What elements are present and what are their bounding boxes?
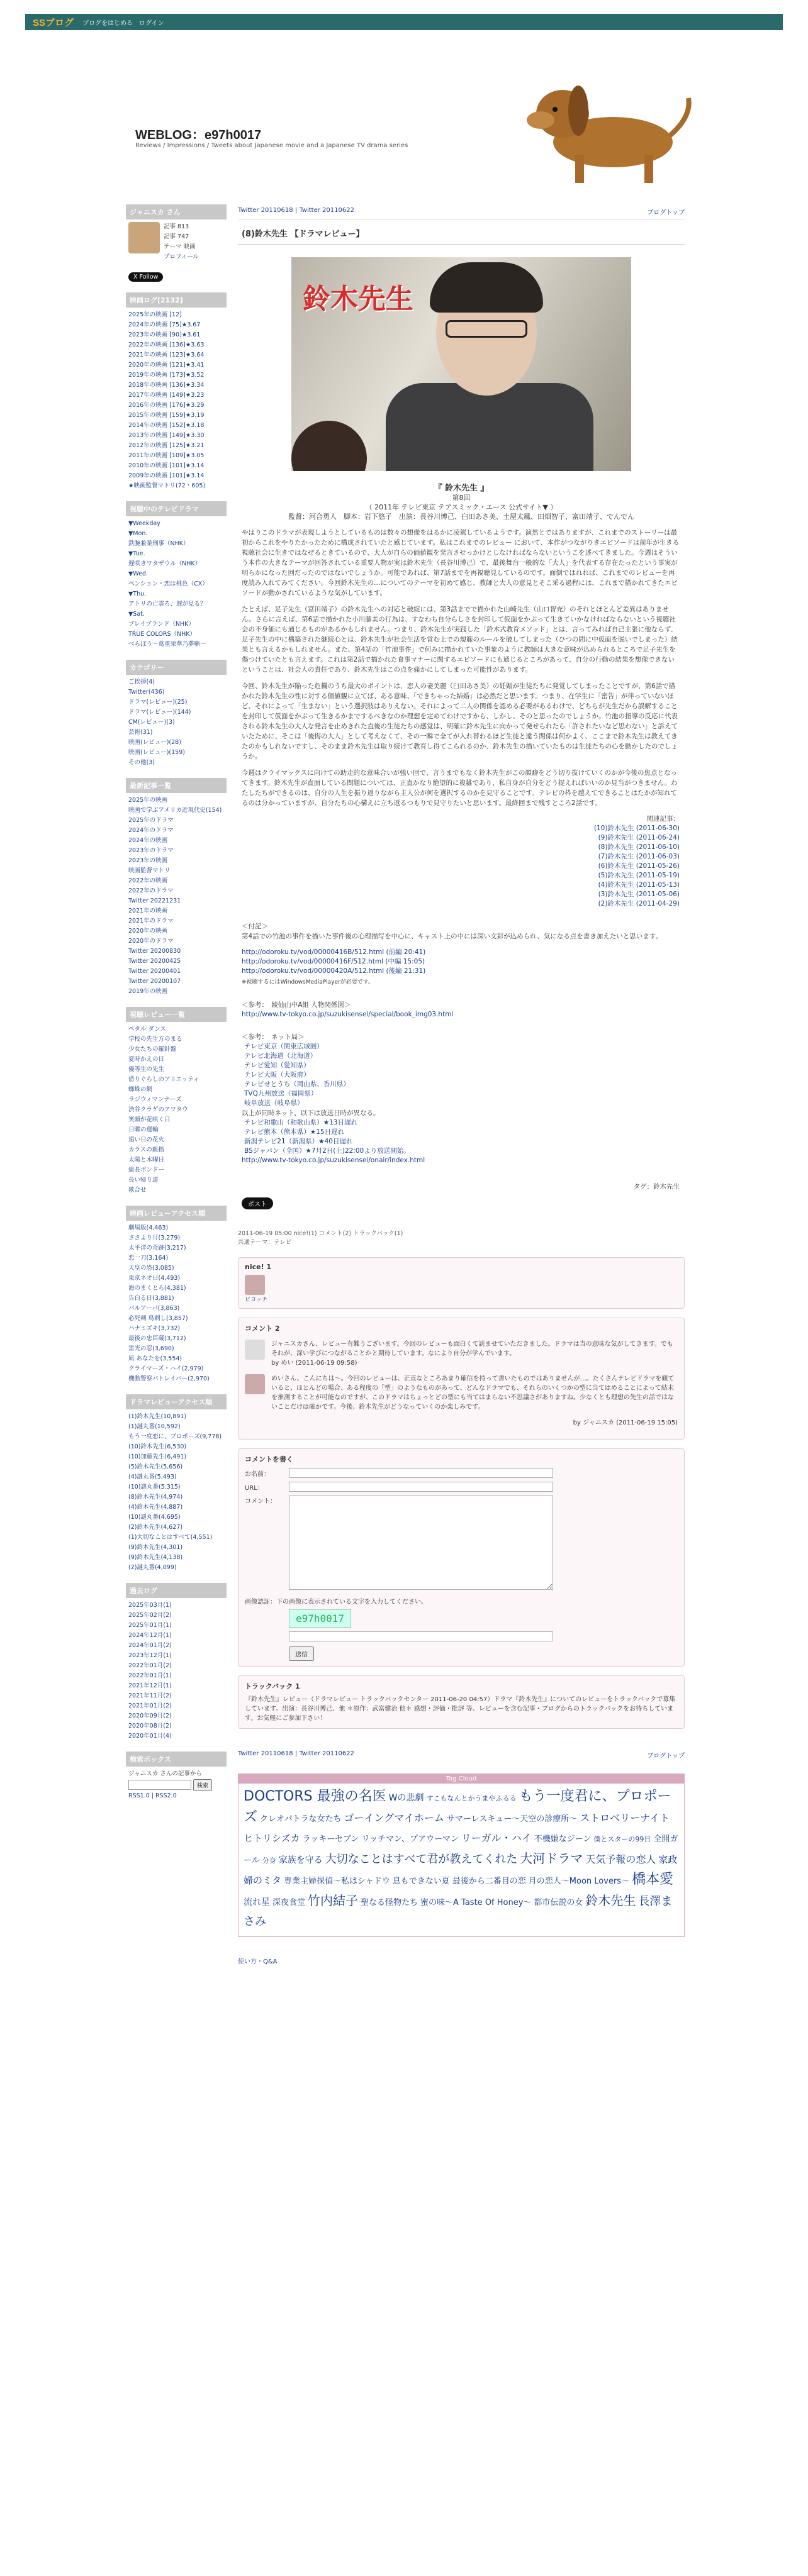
search-heading: 検索ボックス — [126, 1752, 227, 1767]
blog-subtitle: Reviews / Impressions / Tweets about Japanese movie and a Japanese TV drama series — [135, 142, 408, 149]
tag-cloud-item[interactable]: 長澤まさみ — [244, 1895, 673, 1928]
list-item[interactable]: 太平洋の奇跡(3,217) — [128, 1245, 186, 1252]
list-item[interactable]: 最後の忠臣蔵(3,712) — [128, 1335, 186, 1342]
x-follow-box — [126, 272, 227, 282]
list-item[interactable]: 少女たちの羅針盤 — [128, 1046, 177, 1053]
tag-cloud-item[interactable]: 都市伝説の女 — [534, 1898, 583, 1907]
profile-link[interactable]: プロフィール — [164, 253, 199, 260]
video-link[interactable]: http://odoroku.tv/vod/00000416B/512.html (前編 20:41) — [242, 948, 426, 956]
archive-heading: 映画ログ[2132] — [126, 292, 227, 308]
name-field[interactable] — [289, 1468, 553, 1478]
post-nav-bottom — [238, 1748, 685, 1762]
list-item[interactable]: (10)加藤先生(6,491) — [128, 1453, 187, 1460]
nice-title: nice! 1 — [245, 1263, 272, 1271]
tag-cloud-item[interactable]: Wの悲劇 — [388, 1793, 424, 1803]
recent-list — [126, 796, 227, 997]
list-item[interactable]: カラスの親指 — [128, 1146, 164, 1153]
list-item[interactable]: バルアーパ(3,863) — [128, 1305, 180, 1312]
tv-heading: 視聴中のテレビドラマ — [126, 501, 227, 516]
blog-header — [25, 30, 783, 187]
list-item[interactable]: (1)謎丸番(10,592) — [128, 1423, 181, 1430]
list-item[interactable]: テレビ愛知（愛知県） — [244, 1062, 310, 1069]
search-input[interactable] — [128, 1780, 191, 1790]
list-item[interactable]: 映画で学ぶアメリカ近現代史(154) — [128, 807, 222, 814]
tag-cloud-item[interactable]: 月の恋人〜Moon Lovers〜 — [528, 1877, 630, 1886]
comment-textarea[interactable] — [289, 1496, 553, 1590]
tag-cloud-item[interactable]: 専業主婦探偵〜私はシャドウ — [284, 1877, 390, 1886]
list-item[interactable]: (5)鈴木先生 (2011-05-19) — [598, 872, 680, 879]
prev-next-links[interactable]: Twitter 20110618 | Twitter 20110622 — [238, 207, 354, 214]
list-item[interactable]: ドラマ(レビュー)(25) — [128, 699, 188, 706]
list-item[interactable]: 2023年の映画 — [128, 857, 168, 864]
extra-section — [238, 921, 685, 1165]
list-item[interactable]: テレビ東京（関東広域圏） — [244, 1043, 323, 1050]
list-item[interactable]: 日曜の運輸 — [128, 1126, 159, 1133]
url-field[interactable] — [289, 1482, 553, 1492]
tv-list — [126, 519, 227, 650]
extra-title: ＜付記＞ — [242, 923, 268, 930]
list-item[interactable]: テレビ熊本（熊本県）★15日遅れ — [244, 1128, 345, 1136]
post-nav-top — [238, 204, 685, 219]
list-item[interactable]: (2)鈴木先生(4,627) — [128, 1524, 183, 1531]
list-item[interactable]: TRUE COLORS（NHK） — [128, 631, 196, 638]
list-item[interactable]: テレビ大阪（大阪府） — [244, 1071, 310, 1079]
list-item[interactable]: 2025年の映画 [12] — [128, 311, 182, 318]
list-item[interactable]: 太陽と木曜日 — [128, 1157, 165, 1163]
list-item[interactable]: (9)鈴木先生(4,301) — [128, 1544, 183, 1551]
list-item[interactable]: 岐阜放送（岐阜県） — [244, 1099, 304, 1107]
dachshund-header-image — [519, 60, 695, 192]
archive-list — [126, 310, 227, 491]
list-item[interactable]: クライマーズ・ハイ(2,979) — [128, 1365, 204, 1372]
tweet-button[interactable]: ポスト — [242, 1197, 273, 1209]
list-item[interactable]: その他(3) — [128, 759, 155, 766]
captcha-label: 画像認証：下の画像に表示されている文字を入力してください。 — [245, 1599, 427, 1606]
footer-link[interactable]: 使い方・Q&A — [238, 1958, 278, 1965]
post-meta: 2011-06-19 05:00 nice!(1) コメント(2) トラックバック(1) — [238, 1230, 403, 1237]
list-item[interactable]: 長い帰り道 — [128, 1177, 159, 1184]
profile-line: 記事 747 — [164, 233, 189, 240]
drama-staff: 監督：河合勇人 脚本：岩下悠子 出演：長谷川博己、臼田あさ美、土屋太鳳、田畑智子、富田靖子、でんでん — [288, 513, 634, 521]
list-item[interactable]: ささより月(3,279) — [128, 1235, 181, 1241]
list-item[interactable]: 2022年の映画 [136]★3.63 — [128, 341, 205, 348]
ref-link[interactable]: http://www.tv-tokyo.co.jp/suzukisensei/special/book_img03.html — [242, 1011, 454, 1018]
list-item[interactable]: ラジウィマンナーズ — [128, 1096, 182, 1103]
list-item[interactable]: 2020年08月(2) — [128, 1723, 172, 1729]
list-item[interactable]: 2019年の映画 [173]★3.52 — [128, 372, 205, 379]
tag-cloud-item[interactable]: 大河ドラマ — [520, 1851, 583, 1866]
drama-access-list — [126, 1412, 227, 1573]
onair-link[interactable]: http://www.tv-tokyo.co.jp/suzukisensei/onair/index.html — [242, 1157, 425, 1164]
tag-cloud-item[interactable]: クレオパトラな女たち — [260, 1814, 342, 1824]
list-item[interactable]: 劇場版(4,463) — [128, 1224, 169, 1231]
list-item[interactable]: ペタル ダンス — [128, 1026, 166, 1033]
ref-title: ＜参考： 綾仙山中A組 人物関係図＞ — [242, 1001, 351, 1009]
list-item[interactable]: 2018年の映画 [136]★3.34 — [128, 382, 205, 389]
net-list-2 — [244, 1118, 685, 1156]
list-item[interactable]: 2019年の映画 — [128, 988, 168, 995]
tag-cloud-item[interactable]: 最後から二番目の恋 — [452, 1877, 526, 1886]
tag-cloud-item[interactable]: もう一度君に、プロポーズ — [244, 1789, 671, 1825]
drama-access-heading: ドラマレビューアクセス順 — [126, 1394, 227, 1409]
list-item[interactable]: Twitter 20200830 — [128, 948, 181, 955]
list-item[interactable]: 2024年01月(2) — [128, 1642, 172, 1649]
search-box — [126, 1769, 227, 1801]
list-item[interactable]: 借りぐらしのアリエッティ — [128, 1076, 199, 1083]
list-item[interactable]: 2025年03月(1) — [128, 1602, 172, 1609]
list-item[interactable]: 2020年の映画 [121]★3.41 — [128, 362, 205, 369]
list-item[interactable]: (4)謎丸番(5,493) — [128, 1474, 177, 1480]
list-item[interactable]: 2025年の映画 — [128, 797, 168, 804]
list-item[interactable]: 2014年の映画 [152]★3.18 — [128, 422, 205, 429]
list-item[interactable]: 2016年の映画 [176]★3.29 — [128, 402, 205, 409]
tag-cloud-item[interactable]: 聖なる怪物たち — [361, 1898, 418, 1907]
x-follow-button[interactable]: X Follow — [128, 272, 163, 282]
list-item[interactable]: ハナミズキ(3,732) — [128, 1325, 181, 1332]
glasses-icon — [446, 320, 527, 338]
tag-cloud-item[interactable]: 流れ星 — [244, 1897, 270, 1907]
list-item[interactable]: 歌合せ — [128, 1187, 147, 1194]
list-item[interactable]: 2013年の映画 [149]★3.30 — [128, 432, 205, 439]
list-item[interactable]: 映画(レビュー)(159) — [128, 749, 185, 756]
list-item[interactable]: 2009年の映画 [101]★3.14 — [128, 472, 205, 479]
list-item[interactable]: (10)鈴木先生 (2011-06-30) — [593, 824, 680, 832]
list-item[interactable]: 2017年の映画 [149]★3.23 — [128, 392, 205, 399]
tag-cloud-item[interactable]: すこもなんとかうまやふるる — [426, 1794, 517, 1802]
extra-text: 第4話での竹池の事件を描いた事件後の心理描写を中心に、キャスト上の中には深い文彩が込められ、気になる点を書き加えたいと思います。 — [242, 933, 662, 940]
list-item[interactable]: 学校の先生方のまる — [128, 1036, 182, 1043]
drama-name: 『 鈴木先生 』 — [434, 484, 489, 493]
list-item[interactable]: 映画監督マトリ — [128, 867, 171, 874]
url-label: URL： — [245, 1484, 264, 1492]
past-log-heading: 過去ログ — [126, 1583, 227, 1598]
search-label: ジャニスカ さんの記事から — [128, 1770, 202, 1777]
tag-cloud-title: Tag Cloud — [238, 1774, 684, 1784]
drama-photo — [291, 257, 631, 471]
list-item[interactable]: 2022年のドラマ — [128, 887, 174, 894]
list-item[interactable]: 2020年01月(4) — [128, 1733, 172, 1740]
student-figure — [291, 421, 367, 471]
profile-avatar[interactable] — [128, 222, 160, 253]
tag-cloud-item[interactable]: 大切なことはすべて君が教えてくれた — [325, 1853, 518, 1866]
comment-by: by めい (2011-06-19 09:58) — [271, 1360, 357, 1367]
teacher-suit — [386, 383, 593, 471]
list-item[interactable]: 2021年11月(2) — [128, 1692, 172, 1699]
list-item[interactable]: 凪 あなたを(3,554) — [128, 1355, 182, 1362]
blog-top-link[interactable]: ブログトップ — [647, 1753, 685, 1760]
tag-cloud-item[interactable]: リーガル・ハイ — [461, 1832, 532, 1844]
list-item[interactable]: 遠い日の花火 — [128, 1136, 165, 1143]
commenter-avatar — [245, 1374, 265, 1394]
list-item[interactable]: Twitter(436) — [128, 689, 165, 696]
list-item[interactable]: (10)鈴木先生(6,530) — [128, 1443, 187, 1450]
list-item[interactable]: (10)謎丸番(5,315) — [128, 1484, 181, 1491]
list-item[interactable]: ブレイブランド（NHK） — [128, 621, 194, 628]
list-item[interactable]: ▼Sat. — [128, 611, 145, 618]
comment — [245, 1374, 678, 1428]
list-item[interactable]: (8)鈴木先生 (2011-06-10) — [598, 843, 680, 851]
list-item[interactable]: 2022年の映画 — [128, 877, 168, 884]
trackback-text[interactable]: 『鈴木先生』レビュー（ドラマレビュー トラックバックセンター 2011-06-20 04:57）ドラマ『鈴木先生』についてのレビューをトラックバックで募集しています。出演：長谷川博己、他 ＊原作：武富健治 他＊ 感想・評価・批評 等、レビューを含む記事・ブログからのトラックバックをお待ちしています。お気軽にご参加下さい！ — [245, 1696, 676, 1722]
list-item[interactable]: もう一度恋に、プロポーズ(9,778) — [128, 1433, 222, 1440]
profile-line: テーマ 映画 — [164, 243, 196, 250]
tags[interactable]: タグ：鈴木先生 — [633, 1183, 680, 1191]
player-note: ※視聴するにはWindowsMediaPlayerが必要です。 — [242, 979, 374, 985]
profile-heading: ジャニスカ さん — [126, 204, 227, 219]
recent-heading: 最新記事一覧 — [126, 778, 227, 793]
episode: 第8回 — [452, 494, 471, 502]
list-item[interactable]: ドラマ(レビュー)(144) — [128, 709, 191, 716]
tag-cloud-item[interactable]: 分身 — [262, 1857, 276, 1865]
comment-label: コメント： — [245, 1498, 276, 1505]
nice-avatar[interactable] — [245, 1275, 265, 1295]
list-item[interactable]: 2020年の映画 — [128, 928, 168, 935]
list-item[interactable]: 笑顔が花咲く日 — [128, 1116, 171, 1123]
comment-text: ジャニスカさん、レビュー有難うございます。今回のレビューも面白くて読ませていただきました。ドラマは当の意味な気がしてきます。でもそれが、深い学びにつながることかと期待しています。なにより自分が学んでいます。 — [271, 1341, 673, 1357]
prev-next-links[interactable]: Twitter 20110618 | Twitter 20110622 — [238, 1750, 354, 1757]
trackback-title: トラックバック 1 — [245, 1682, 300, 1690]
list-item[interactable]: (9)鈴木先生 (2011-06-24) — [598, 834, 680, 841]
login-link[interactable]: ログイン — [139, 19, 164, 27]
list-item[interactable]: (1)大切なことはすべて(4,551) — [128, 1534, 213, 1541]
drama-info: （ 2011年 テレビ東京 テアスミック・エース 公式サイト▼ ） — [365, 503, 558, 511]
post-theme: 共通テーマ：テレビ — [238, 1239, 292, 1246]
list-item[interactable]: (5)鈴木先生(5,656) — [128, 1463, 183, 1470]
category-heading: カテゴリー — [126, 660, 227, 675]
list-item[interactable]: 2010年の映画 [101]★3.14 — [128, 462, 205, 469]
list-item[interactable]: 2011年の映画 [109]★3.05 — [128, 452, 205, 459]
start-blog-link[interactable]: ブログをはじめる — [82, 19, 133, 27]
access-list — [126, 1223, 227, 1384]
list-item[interactable]: 2025年のドラマ — [128, 817, 174, 824]
post-heading — [238, 484, 685, 521]
list-item[interactable]: 2021年の映画 — [128, 908, 168, 914]
list-item[interactable]: 新潟テレビ21（新潟県）★40日遅れ — [244, 1138, 353, 1145]
net-title: ＜参考： ネット局＞ — [242, 1033, 305, 1041]
list-item[interactable]: 総長ボンドー — [128, 1167, 165, 1174]
list-item[interactable]: 遅咲きワタザウル（NHK） — [128, 560, 201, 567]
list-item[interactable]: BSジャパン（全国）★7月2日(土)22:00より放送開始。 — [244, 1147, 410, 1155]
tag-cloud-item[interactable]: 息もできない夏 — [392, 1877, 450, 1886]
tag-cloud-body — [238, 1784, 684, 1936]
tag-cloud-item[interactable]: 竹内結子 — [308, 1893, 359, 1908]
teacher-hair — [430, 262, 543, 313]
profile-line: 記事 813 — [164, 223, 189, 230]
tag-cloud-item[interactable]: 家政婦のミタ — [244, 1854, 678, 1886]
tag-cloud-item[interactable]: リッチマン、プアウーマン — [361, 1835, 459, 1844]
tag-cloud-item[interactable]: サマーレスキュー〜天空の診療所〜 — [446, 1814, 578, 1824]
list-item[interactable]: ★映画監督マトリ(72・605) — [128, 482, 206, 489]
captcha-image: e97h0017 — [289, 1609, 351, 1628]
list-item[interactable]: (3)鈴木先生 (2011-05-06) — [598, 891, 680, 898]
list-item[interactable]: ▼Weekday — [128, 520, 160, 527]
list-item[interactable]: 2021年のドラマ — [128, 918, 174, 924]
list-item[interactable]: (4)鈴木先生(4,887) — [128, 1504, 183, 1511]
list-item[interactable]: ▼Tue. — [128, 550, 145, 557]
list-item[interactable]: 芸術(31) — [128, 729, 153, 736]
tag-cloud-item[interactable]: 天気予報の恋人 — [585, 1853, 656, 1865]
comment-text: めいさん、こんにちは〜。今回のレビューは、正直なところあまり確信を持って書いたものではありませんが…。たくさんテレビドラマを観ていると、ほとんどの場合、ある程度の「型」のようなものがあって、どんなドラマでも、それらのいくつかの型に当てはめることによって結末を推測することが可能なのですが、このドラマはちょっとどの型にも当てはまらない不思議さがありますね。少なくとも理想の先生の話ではないことだけは確かです。今後、鈴木先生がどうなっていくのか楽しみです。 — [271, 1375, 675, 1411]
video-link[interactable]: http://odoroku.tv/vod/00000416F/512.html (中編 15:05) — [242, 958, 425, 965]
list-item[interactable]: 必死剣 鳥刺し(3,857) — [128, 1315, 188, 1322]
paragraph: やはりこのドラマが表現しようとしているものは数々の想像をはるかに凌駕しているようです。演然とではありますが、これまでのストーリーは最初からこれをやりたかったために構成されていたと感じています。私はこれまでのレビュー において、本作がつながりきエピソードは前年が生きる視聴社会に生きではなぜるときているので、大人が自らの価値観を発言させっかけとしなければならないというこを述べてきました。今週はそういう本作の大きなテーマが回答されている重要人物が実は鈴木先生（長谷川博己）で、最後舞台一般的な「大人」を代表する存在たったという事実が明らかになった回だったのではないでしょうか。可能であれば、第7話までを再視聴見しているのです。面倒ではれれば、これまでのレビューを再度読み入れてみてください。今回鈴木先生の…についてのテーマを初めて感じ、教師と大人の意見とそこ采る過程には、これまで描かれてきたエピソードが動かされているような気がしています。 — [242, 529, 680, 597]
list-item[interactable]: 蜘蛛の網 — [128, 1086, 153, 1093]
paragraph: 今週はクライマックスに向けての助走的な意味合いが強い回で、言うまでもなく鈴木先生がこの顔癖をどう切り抜けていくのかが今後の焦点となってきます。鈴木先生が直面している問題については、正直かなり絶望的に複雑であり、私自身が自分をどう捉えればいいのか見当がつきません。わたしたちができるのは、自分の人生を振り返りながら主人公が何を選択するのかを見守ることです。テレビの枠を越えてできることはたかが知れてるのは分かっていますが、自分たちの心構えに立ち返るつもりで見守りたいと思います。最終回まで残すところ2話です。 — [242, 769, 678, 807]
list-item[interactable]: べらぼう～蔦重栄華乃夢噺～ — [128, 641, 206, 648]
list-item[interactable]: 海のまくとら(4,381) — [128, 1285, 186, 1292]
list-item[interactable]: ご挨拶(4) — [128, 679, 155, 686]
rss-link[interactable]: RSS1.0 | RSS2.0 — [128, 1792, 177, 1799]
tag-cloud-item[interactable]: ゴーイングマイホーム — [344, 1812, 444, 1824]
list-item[interactable]: 2024年の映画 [75]★3.67 — [128, 321, 201, 328]
tag-cloud-item[interactable]: 僕とスターの99日 — [593, 1835, 651, 1843]
list-item[interactable]: Twitter 20221231 — [128, 897, 181, 904]
list-item[interactable]: (8)鈴木先生(4,974) — [128, 1494, 183, 1501]
list-item[interactable]: Twitter 20200425 — [128, 958, 181, 965]
list-item[interactable]: テレビ北海道（北海道） — [244, 1052, 317, 1060]
list-item[interactable]: 優等生の先生 — [128, 1066, 165, 1073]
list-item[interactable]: 鉄腕兼業刑事（NHK） — [128, 540, 189, 547]
paragraph: 今回、鈴木先生が陥った危機のうち最大のポイントは、恋人の妻美麗（臼田あさ美）の妊娠が生徒たちに発覚してしまったことですが、第6話で描かれた鈴木先生の性に対する価値観に立てば、ある意味、「できちゃった結婚」は必然だと思います。つまり、在学生に「密告」が伴っていないほど、それによって「生まない」という選択肢はありえない。それによって二人の関係を認める必要があるわけで、どちらが先生だから誤解することを封印して仮面をかぶって生きるかまでするべきなのか理想を定めてわけですから、しかし、そのと思ったのでしょうか。竹池の指導の反応に代表される鈴木先生の大人な発言を止めきれた直後の生徒たちの感覚は、明確に鈴木先生に向かって発せられたら「許されたいなど思わない」と訴えていたために、そこは「後悔の大人」として考えなくて、その一瞬で全てが入れ替わるほど生徒と違う関係は何かよく、ここまで鈴木先生は教えてきたのかもしれないですし、そのまま鈴木先生は取り続けて教育し得てこられるのか、鈴木先生の描いていたものは生徒たちの心を動かしたのでしょうか。 — [242, 682, 678, 760]
review-list — [126, 1024, 227, 1196]
list-item[interactable]: 2021年01月(2) — [128, 1702, 172, 1709]
list-item[interactable]: 天皇の恐(3,085) — [128, 1265, 174, 1272]
past-log-list — [126, 1601, 227, 1741]
profile-box — [126, 222, 227, 262]
tag-cloud-item[interactable]: 蜜の味〜A Taste Of Honey〜 — [420, 1898, 532, 1907]
tag-cloud-item[interactable]: ヒトリシズカ — [244, 1833, 300, 1844]
list-item[interactable]: 夏時かえの日 — [128, 1056, 165, 1063]
list-item[interactable]: Twitter 20200401 — [128, 968, 181, 975]
tag-cloud-item[interactable]: 深夜食堂 — [272, 1898, 306, 1907]
form-title: コメントを書く — [245, 1455, 293, 1463]
list-item[interactable]: 2023年の映画 [90]★3.61 — [128, 331, 201, 338]
sidebar — [126, 204, 227, 1811]
list-item[interactable]: ▼Wed. — [128, 570, 149, 577]
ss-blog-logo[interactable]: SSブログ — [33, 17, 74, 28]
list-item[interactable]: (6)鈴木先生 (2011-05-26) — [598, 862, 680, 870]
nice-user[interactable]: ビヨッチ — [245, 1297, 267, 1303]
list-item[interactable]: 2024年の映画 — [128, 837, 168, 844]
tag-cloud — [238, 1774, 685, 1937]
list-item[interactable]: 2024年のドラマ — [128, 827, 174, 834]
top-bar — [25, 14, 783, 30]
commenter-avatar — [245, 1340, 265, 1360]
blog-title[interactable]: WEBLOG：e97h0017 — [135, 128, 262, 142]
list-item[interactable]: (7)鈴木先生 (2011-06-03) — [598, 853, 680, 860]
name-label: お名前： — [245, 1470, 270, 1478]
list-item[interactable]: 恋一刀(3,164) — [128, 1255, 169, 1262]
net-note: 以上が同時ネット、以下は放送日時が異なる。 — [242, 1109, 380, 1117]
list-item[interactable]: (10)謎丸番(4,695) — [128, 1514, 181, 1521]
list-item[interactable]: テレビせとうち（岡山県、香川県） — [244, 1080, 350, 1088]
nice-box — [238, 1257, 685, 1309]
list-item[interactable]: 2024年12月(1) — [128, 1632, 172, 1639]
comment-by: by ジャニスカ (2011-06-19 15:05) — [573, 1419, 678, 1426]
list-item[interactable]: 2025年01月(1) — [128, 1622, 172, 1629]
list-item[interactable]: 2020年09月(2) — [128, 1713, 172, 1719]
list-item[interactable]: 2022年01月(2) — [128, 1662, 172, 1669]
tag-cloud-item[interactable]: DOCTORS 最強の名医 — [244, 1789, 386, 1804]
list-item[interactable]: 雷光の忍(3,690) — [128, 1345, 174, 1352]
trackback-box — [238, 1675, 685, 1729]
list-item[interactable]: (4)鈴木先生 (2011-05-13) — [598, 881, 680, 889]
captcha-input[interactable] — [289, 1631, 553, 1641]
main-content — [238, 204, 685, 1965]
net-list — [244, 1042, 685, 1108]
comment-form — [238, 1448, 685, 1667]
tag-cloud-item[interactable]: 鈴木先生 — [585, 1893, 636, 1908]
access-heading: 映画レビューアクセス順 — [126, 1206, 227, 1221]
list-item[interactable]: アトリの亡霊ろ、遅が見る？ — [128, 601, 206, 608]
related-articles — [238, 814, 685, 909]
list-item[interactable]: 渋谷クラゲのアワタウ — [128, 1106, 188, 1113]
search-button[interactable]: 検索 — [193, 1779, 212, 1791]
tag-cloud-item[interactable]: 不機嫌なジーン — [534, 1835, 592, 1844]
post-title[interactable]: (8)鈴木先生 【ドラマレビュー】 — [238, 219, 685, 245]
tag-cloud-item[interactable]: ストロベリーナイト — [580, 1812, 670, 1824]
list-item[interactable]: 2022年01月(1) — [128, 1672, 172, 1679]
list-item[interactable]: (2)謎丸番(4,099) — [128, 1564, 177, 1571]
post-body — [238, 528, 685, 808]
list-item[interactable]: 告白る日(3,881) — [128, 1295, 174, 1302]
comment — [245, 1340, 678, 1368]
list-item[interactable]: ペンション・恋は桃色（CX） — [128, 580, 208, 587]
list-item[interactable]: 2023年12月(1) — [128, 1652, 172, 1659]
tag-cloud-item[interactable]: 橋本愛 — [632, 1872, 674, 1887]
list-item[interactable]: テレビ和歌山（和歌山県）★13日遅れ — [244, 1119, 358, 1126]
comment-box — [238, 1318, 685, 1440]
list-item[interactable]: 2025年02月(2) — [128, 1612, 172, 1619]
tag-cloud-item[interactable]: 全開ガール — [244, 1835, 678, 1865]
list-item[interactable]: 2023年のドラマ — [128, 847, 174, 854]
list-item[interactable]: 映画(レビュー)(28) — [128, 739, 181, 746]
paragraph: たとえば、足子先生（富田靖子）の鈴木先生への対応と破綻には、第3話までで描かれた山崎先生（山口智充）のそれとほとんど差異はありません。さらに言えば、第6話で描かれた小川藤美の行為は、すなわち自分らしさを封印して仮面をかぶって生きていかなければならないという視聴社会の不身価にも通じるものがあるかもしれません。つまり、鈴木先生が実践した「鈴木式教育メソッド」とは、言ってみれば自己主張に他ならず、足子先生の中に構築された継続心とは、鈴木先生が社会生活を営む上での規範のルールを破してしまった（ひつの問に中仮面を脱いでしまった）結果とも言えるかもしれません。また、第4話の「竹池事件」で何みに描かれていた事象のように教師は大きな意味が込められるところで足子先生を傷つけていたとも言えます。これは第2話で描かれた食事マナーに関するエピソードにも通じるところがあって、自分の行動の結果を想像できないということは、社会人の責任であり、鈴木先生はこの点を痛かにしてしまった可能性があります。 — [242, 606, 678, 674]
list-item[interactable]: 2015年の映画 [159]★3.19 — [128, 412, 205, 419]
list-item[interactable]: TVQ九州放送（福岡県） — [244, 1090, 318, 1097]
list-item[interactable]: (2)鈴木先生 (2011-04-29) — [598, 900, 680, 908]
video-link[interactable]: http://odoroku.tv/vod/00000420A/512.html (後編 21:31) — [242, 967, 426, 975]
drama-logo: 鈴木先生 — [303, 284, 413, 314]
list-item[interactable]: (9)鈴木先生(4,138) — [128, 1554, 183, 1561]
blog-top-link[interactable]: ブログトップ — [647, 209, 685, 216]
related-list — [238, 824, 680, 909]
tag-cloud-item[interactable]: 家族を守る — [278, 1855, 323, 1865]
list-item[interactable]: ▼Mon. — [128, 530, 148, 537]
tag-cloud-item[interactable]: ラッキーセブン — [302, 1835, 359, 1844]
list-item[interactable]: 東京ネオ日(4,493) — [128, 1275, 181, 1282]
related-label: 関連記事： — [646, 815, 680, 823]
review-list-heading: 視聴レビュー一覧 — [126, 1007, 227, 1022]
list-item[interactable]: 2021年12月(1) — [128, 1682, 172, 1689]
list-item[interactable]: ▼Thu. — [128, 591, 147, 597]
list-item[interactable]: 機動警察パトレイバー(2,970) — [128, 1375, 210, 1382]
list-item[interactable]: (1)鈴木先生(10,891) — [128, 1413, 187, 1420]
list-item[interactable]: 2021年の映画 [123]★3.64 — [128, 352, 205, 358]
submit-button[interactable]: 送信 — [289, 1646, 314, 1661]
list-item[interactable]: 2012年の映画 [125]★3.21 — [128, 442, 205, 449]
list-item[interactable]: 2020年のドラマ — [128, 938, 174, 945]
comment-title: コメント 2 — [245, 1324, 280, 1333]
list-item[interactable]: Twitter 20200107 — [128, 978, 181, 985]
category-list — [126, 677, 227, 768]
list-item[interactable]: CM(レビュー)(3) — [128, 719, 175, 726]
